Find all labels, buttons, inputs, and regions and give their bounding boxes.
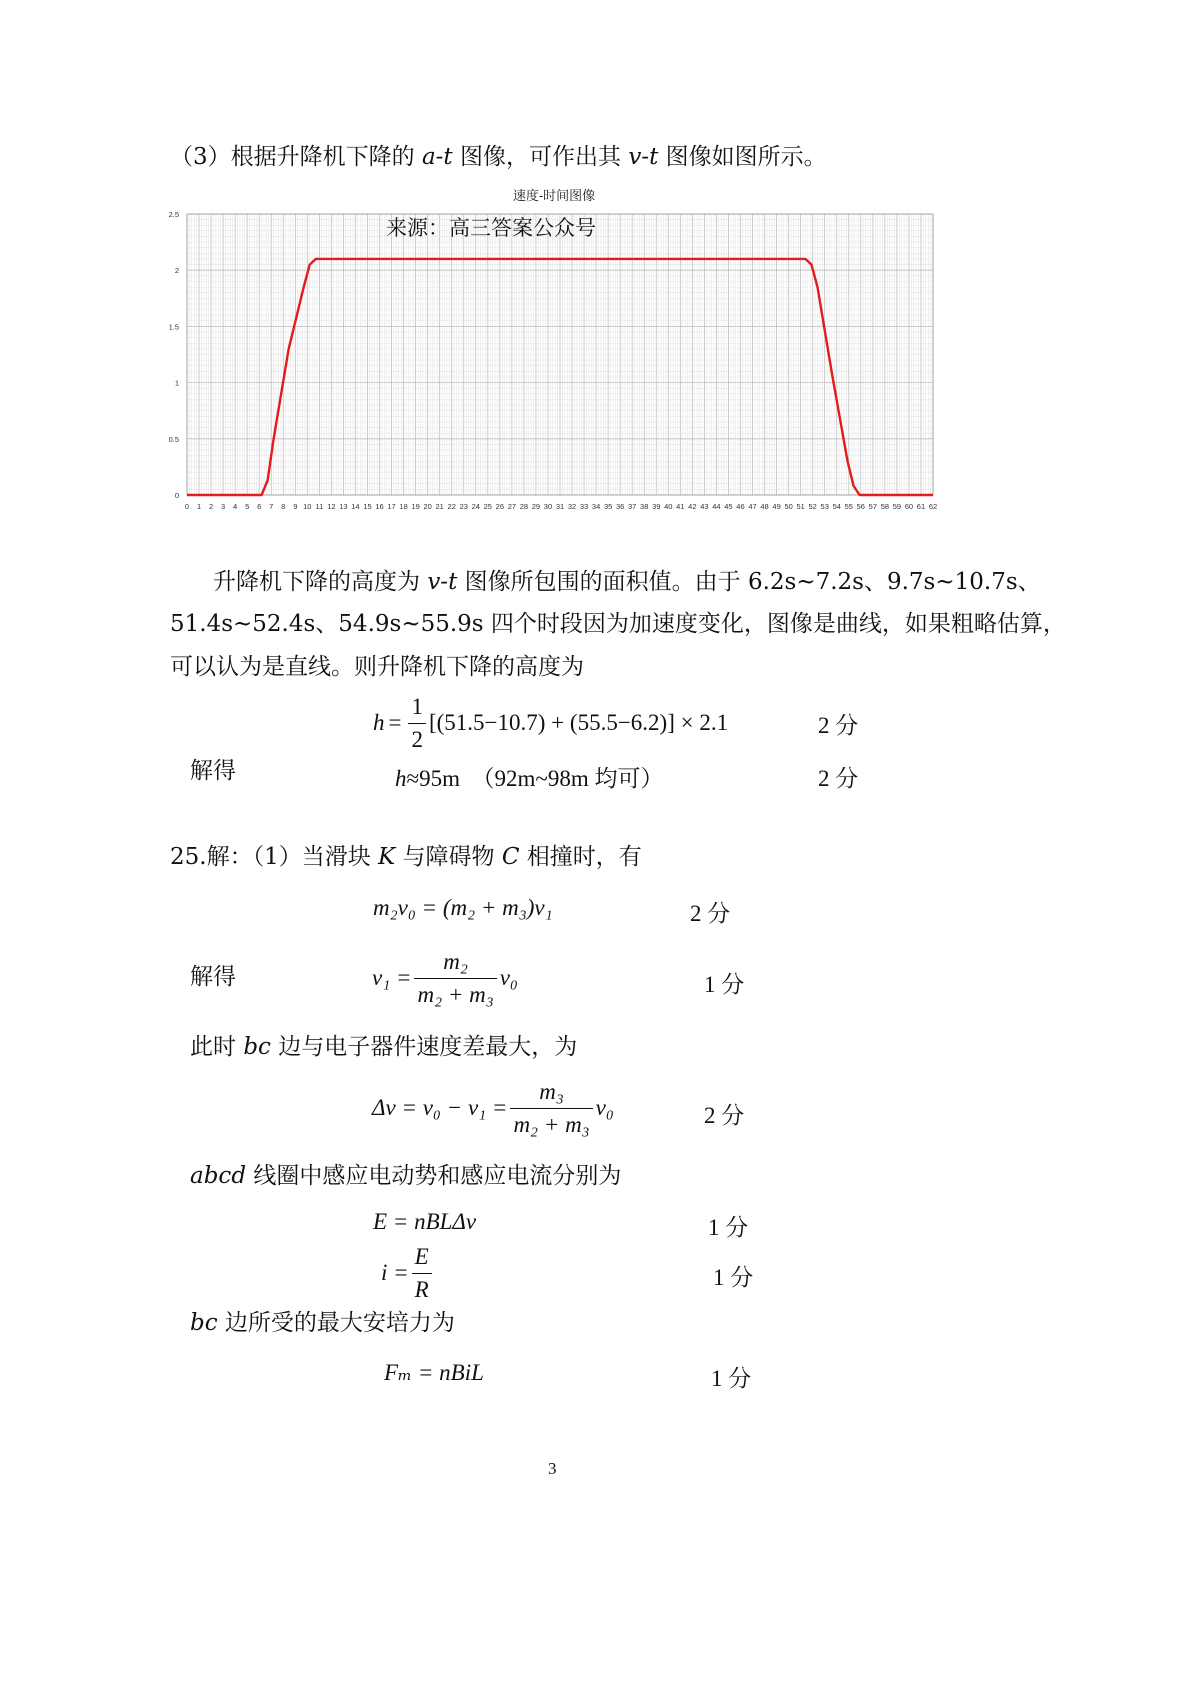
para-text: 边所受的最大安培力为 [217, 1310, 455, 1336]
x-tick-label: 6 [257, 502, 262, 511]
fraction-denominator: m₂ + m₃ [513, 1111, 590, 1137]
x-tick-label: 55 [844, 502, 853, 511]
bc-symbol: bc [190, 1310, 218, 1336]
equation-current [381, 1244, 435, 1302]
para-force [190, 1312, 455, 1335]
x-tick-label: 1 [196, 502, 202, 511]
equation-lhs: i = [381, 1260, 409, 1285]
x-tick-label: 17 [387, 502, 396, 511]
y-tick-label: 1.5 [168, 322, 179, 332]
fraction-numerator: E [412, 1244, 432, 1274]
x-tick-label: 21 [435, 502, 444, 511]
para1-text: 升降机下降的高度为 [213, 569, 428, 595]
page-number: 3 [548, 1459, 557, 1478]
x-tick-label: 37 [628, 502, 637, 511]
fraction-denominator: 2 [411, 726, 423, 752]
chart-title: 速度-时间图像 [512, 188, 596, 203]
x-tick-label: 53 [820, 502, 829, 511]
x-tick-label: 18 [399, 502, 408, 511]
result-value [395, 760, 664, 793]
equation-emf: E = nBLΔv [373, 1209, 477, 1234]
x-tick-label: 28 [519, 502, 529, 511]
equation-height: h = $\frac{1}{2}$ [(51.5−10.7) + (55.5−6.2)] × 2.1 [373, 693, 729, 752]
x-tick-label: 46 [736, 502, 745, 511]
q25-text: 与障碍物 [395, 844, 502, 870]
intro-line [170, 146, 827, 169]
x-tick-label: 57 [868, 502, 878, 511]
y-tick-label: 0.5 [168, 434, 179, 444]
x-tick-label: 38 [640, 502, 649, 511]
equation-delta-v [372, 1078, 614, 1138]
h-symbol: h [373, 710, 385, 735]
q25-heading [170, 846, 642, 869]
score-label: 1 分 [708, 1215, 749, 1240]
x-tick-label: 2 [208, 502, 214, 511]
x-tick-label: 15 [363, 502, 372, 511]
chart-grid [187, 214, 933, 495]
fraction-numerator: 1 [408, 694, 426, 724]
c-symbol: C [501, 844, 520, 870]
x-tick-label: 29 [531, 502, 541, 511]
para-text: 边与电子器件速度差最大，为 [270, 1034, 578, 1060]
bc-symbol: bc [243, 1034, 271, 1060]
x-tick-label: 8 [281, 502, 286, 511]
x-tick-label: 14 [351, 502, 360, 511]
score-label: 1 分 [704, 972, 745, 997]
x-tick-label: 43 [700, 502, 709, 511]
x-tick-label: 5 [245, 502, 250, 511]
fraction-numerator: m₂ [414, 949, 496, 979]
x-tick-label: 12 [327, 502, 336, 511]
k-symbol: K [378, 844, 396, 870]
x-tick-label: 23 [459, 502, 468, 511]
x-tick-label: 7 [269, 502, 274, 511]
score-label: 2 分 [818, 713, 859, 738]
x-tick-label: 9 [293, 502, 298, 511]
x-tick-label: 24 [471, 502, 480, 511]
result-label: 解得 [190, 758, 236, 784]
para-text: 此时 [190, 1034, 244, 1060]
fraction [414, 949, 496, 1008]
x-tick-label: 36 [615, 502, 625, 511]
intro-text: 图像如图所示。 [658, 144, 827, 170]
fraction [510, 1079, 592, 1138]
x-tick-label: 11 [315, 502, 324, 511]
velocity-time-chart [150, 180, 950, 520]
x-tick-label: 35 [603, 502, 613, 511]
score-label: 1 分 [711, 1366, 752, 1391]
vt-symbol: v-t [628, 144, 659, 170]
para-bc [190, 1036, 577, 1059]
q25-text: 相撞时，有 [519, 844, 642, 870]
score-label: 2 分 [704, 1103, 745, 1128]
x-tick-label: 33 [579, 502, 589, 511]
x-tick-label: 30 [543, 502, 553, 511]
fraction-denominator: R [414, 1276, 429, 1302]
result-text: ≈95m （92m~98m 均可） [406, 766, 664, 791]
h-symbol: h [395, 766, 407, 791]
x-tick-label: 54 [832, 502, 841, 511]
x-tick-label: 50 [784, 502, 793, 511]
x-tick-label: 3 [221, 502, 226, 511]
x-tick-label: 26 [495, 502, 505, 511]
x-tick-label: 19 [411, 502, 420, 511]
score-label: 1 分 [713, 1265, 754, 1290]
chart-watermark: 来源：高三答案公众号 [386, 216, 596, 240]
score-label: 2 分 [690, 901, 731, 926]
equation-lhs: Δv = v₀ − v₁ = [372, 1095, 508, 1120]
vt-symbol: v-t [427, 569, 458, 595]
fraction-half [408, 694, 426, 753]
q25-text: 25.解：（1）当滑块 [170, 844, 379, 870]
score-label: 2 分 [818, 766, 859, 791]
x-tick-label: 41 [676, 502, 685, 511]
x-tick-label: 56 [856, 502, 865, 511]
x-tick-label: 10 [303, 502, 312, 511]
para1-text: 图像所包围的面积值。由于 6.2s~7.2s、9.7s~10.7s、 [457, 569, 1041, 595]
solve-label: 解得 [190, 964, 236, 990]
equation-tail: v₀ [499, 965, 518, 990]
equation-ampere-force: Fₘ = nBiL [384, 1360, 484, 1385]
equation-body: [(51.5−10.7) + (55.5−6.2)] × 2.1 [428, 710, 729, 735]
para-text: 线圈中感应电动势和感应电流分别为 [246, 1163, 622, 1189]
equation-momentum: m₂v₀ = (m₂ + m₃)v₁ [373, 895, 553, 920]
x-tick-label: 44 [712, 502, 721, 511]
x-tick-label: 49 [772, 502, 781, 511]
x-tick-label: 4 [233, 502, 238, 511]
para-abcd [190, 1165, 621, 1188]
abcd-symbol: abcd [190, 1163, 247, 1189]
x-tick-label: 58 [880, 502, 890, 511]
equation-tail: v₀ [595, 1095, 614, 1120]
x-tick-label: 59 [892, 502, 902, 511]
intro-text: （3）根据升降机下降的 [170, 144, 422, 170]
x-tick-label: 42 [688, 502, 697, 511]
x-tick-label: 13 [339, 502, 348, 511]
fraction-numerator: m₃ [510, 1079, 592, 1109]
at-symbol: a-t [421, 144, 453, 170]
x-tick-label: 61 [916, 502, 926, 511]
equation-lhs: v₁ = [372, 965, 412, 990]
x-tick-label: 62 [928, 502, 938, 511]
x-tick-label: 39 [652, 502, 661, 511]
x-tick-label: 27 [507, 502, 517, 511]
para1-line3: 可以认为是直线。则升降机下降的高度为 [170, 654, 584, 680]
x-tick-label: 20 [423, 502, 432, 511]
y-tick-label: 1 [174, 378, 179, 388]
x-tick-label: 45 [724, 502, 733, 511]
x-tick-label: 32 [567, 502, 577, 511]
x-tick-label: 40 [664, 502, 673, 511]
x-tick-label: 60 [904, 502, 914, 511]
x-tick-label: 22 [447, 502, 456, 511]
y-tick-label: 0 [174, 491, 179, 500]
y-tick-label: 2.5 [168, 210, 179, 219]
x-tick-label: 51 [796, 502, 805, 511]
equation-v1 [372, 948, 518, 1008]
x-tick-label: 34 [591, 502, 601, 511]
x-tick-label: 0 [184, 502, 190, 511]
x-tick-label: 48 [760, 502, 769, 511]
y-tick-label: 2 [174, 266, 179, 276]
x-tick-label: 47 [748, 502, 757, 511]
para1-line2: 51.4s~52.4s、54.9s~55.9s 四个时段因为加速度变化，图像是曲线，如果粗略估算， [170, 611, 1066, 637]
x-tick-label: 25 [483, 502, 492, 511]
fraction [412, 1244, 432, 1303]
x-tick-label: 31 [555, 502, 565, 511]
intro-text: 图像，可作出其 [452, 144, 629, 170]
fraction-denominator: m₂ + m₃ [417, 981, 494, 1007]
x-tick-label: 16 [375, 502, 384, 511]
x-tick-label: 52 [808, 502, 817, 511]
para1-line1 [213, 571, 1041, 594]
